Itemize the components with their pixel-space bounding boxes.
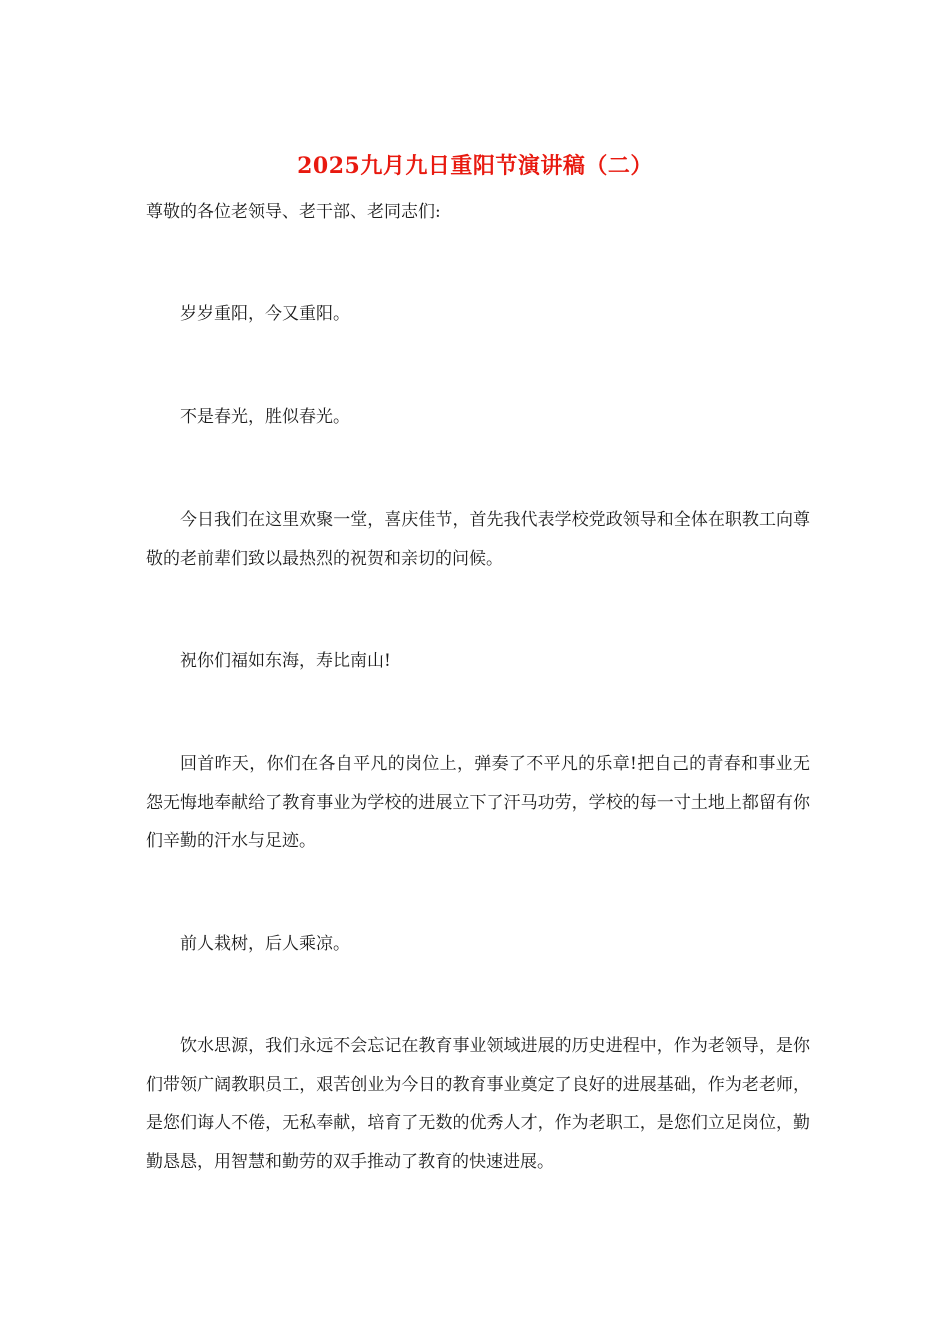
document-title: 2025九月九日重阳节演讲稿（二） <box>297 153 653 179</box>
paragraph-5: 回首昨天，你们在各自平凡的岗位上，弹奏了不平凡的乐章!把自己的青春和事业无怨无悔地奉献给了教育事业为学校的进展立下了汗马功劳，学校的每一寸土地上都留有你们辛勤的汗水与足迹。 <box>146 754 810 851</box>
paragraph-2: 不是春光，胜似春光。 <box>180 407 350 427</box>
salutation: 尊敬的各位老领导、老干部、老同志们: <box>146 202 441 222</box>
paragraph-6: 前人栽树，后人乘凉。 <box>180 934 350 954</box>
paragraph-3: 今日我们在这里欢聚一堂，喜庆佳节，首先我代表学校党政领导和全体在职教工向尊敬的老前辈们致以最热烈的祝贺和亲切的问候。 <box>146 510 810 569</box>
paragraph-4: 祝你们福如东海，寿比南山! <box>180 651 391 671</box>
paragraph-7: 饮水思源，我们永远不会忘记在教育事业领域进展的历史进程中，作为老领导，是你们带领广阔教职员工，艰苦创业为今日的教育事业奠定了良好的进展基础，作为老老师，是您们诲人不倦，无私奉献，培育了无数的优秀人才，作为老职工，是您们立足岗位，勤勤恳恳，用智慧和勤劳的双手推动了教育的快速进展。 <box>146 1036 810 1172</box>
paragraph-1: 岁岁重阳，今又重阳。 <box>180 304 350 324</box>
